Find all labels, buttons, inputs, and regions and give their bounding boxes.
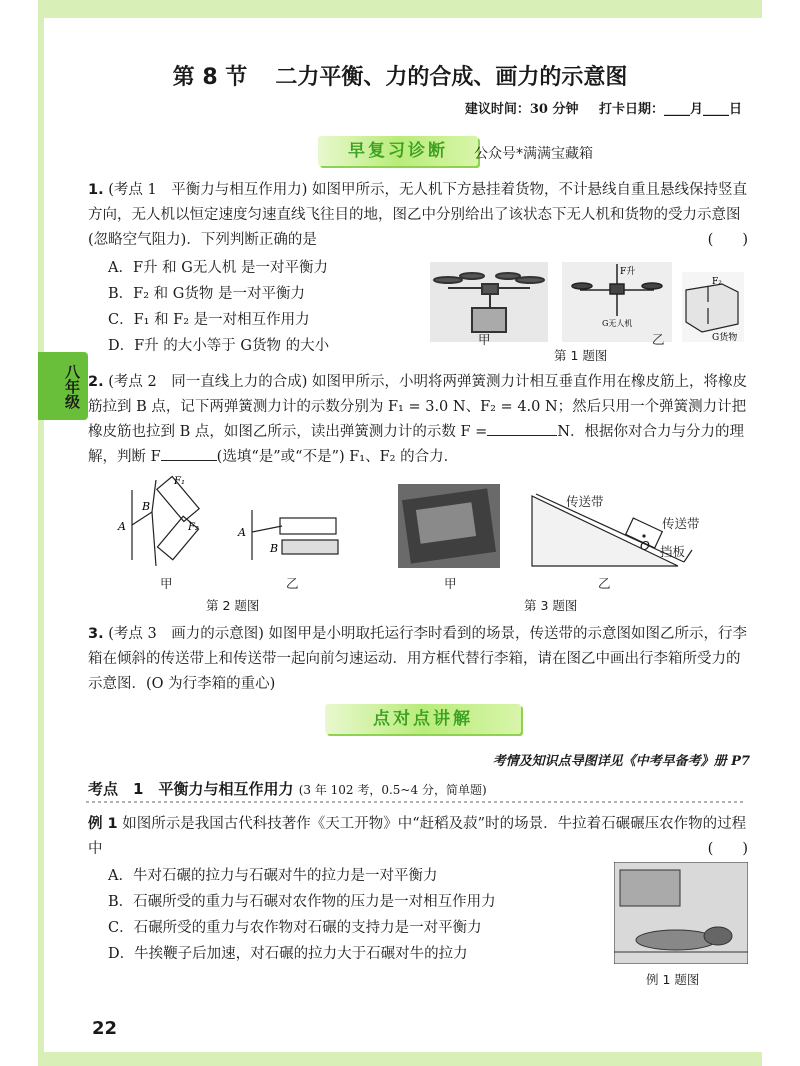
q3-text: (考点 3 画力的示意图) 如图甲是小明取托运行李时看到的场景，传送带的示意图如图乙所示，行李箱在倾斜的传送带上和传送带一起向前匀速运动．用方框代替行李箱，请在图乙中画出行李箱所受力的示意图．(O 为行李箱的重心)	[88, 626, 747, 692]
q3-baffle-label: 挡板	[660, 544, 686, 559]
bottom-border	[38, 1052, 762, 1066]
kaodian-heading	[88, 778, 487, 799]
q2-label-a1: A	[118, 520, 126, 533]
checkin-date: 打卡日期：____月____日	[598, 102, 742, 117]
q1-option-d: D．F升 的大小等于 G货物 的大小	[108, 338, 330, 354]
ex1-woodcut-figure	[614, 862, 748, 964]
q2-blank-2[interactable]	[161, 460, 217, 461]
watermark-text: 公众号*满满宝藏箱	[474, 146, 593, 162]
kaodian-meta: (3 年 102 考，0.5~4 分，简单题)	[298, 783, 487, 797]
q2-text-a: (考点 2 同一直线上力的合成) 如图甲所示，小明将两弹簧测力计相互垂直作用在橡皮筋上，将橡皮筋拉到 B 点，记下两弹簧测力计的示数分别为 F₁ = 3.0 N、F₂ = 4.0 N；然后只用一个弹簧测力计把橡皮筋也拉到 B 点，如图乙所示，读出弹簧测力计的示数 F =	[88, 374, 747, 440]
ex1-option-d: D．牛挨鞭子后加速，对石碾的拉力大于石碾对牛的拉力	[108, 946, 468, 962]
ex1-text: 如图所示是我国古代科技著作《天工开物》中“赶稻及菽”时的场景．牛拉着石碾碾压农作物的过程中	[88, 816, 747, 857]
q1-label-jia: 甲	[478, 332, 491, 347]
question-2	[88, 370, 748, 470]
left-border	[38, 0, 44, 1066]
page-number: 22	[92, 1018, 118, 1039]
q1-label-ggoods: G货物	[712, 333, 738, 343]
ex1-option-b: B．石碾所受的重力与石碾对农作物的压力是一对相互作用力	[108, 894, 496, 910]
kaodian-label: 考点 1 平衡力与相互作用力	[88, 780, 294, 798]
ex1-caption: 例 1 题图	[646, 972, 700, 987]
q2-label-b2: B	[270, 542, 279, 555]
q2-text-b: N．根据你对合力与分力的理解，判断 F	[88, 424, 744, 465]
q3-caption: 第 3 题图	[524, 598, 578, 613]
reference-line: 考情及知识点导图详见《中考早备考》册 P7	[492, 754, 750, 769]
ex1-answer-paren: ( )	[707, 841, 748, 857]
q2-caption: 第 2 题图	[206, 598, 260, 613]
explain-banner: 点对点讲解	[325, 704, 521, 734]
kaodian-divider	[86, 800, 746, 804]
q2-figure-drawing	[132, 476, 338, 566]
q3-label-yi: 乙	[598, 576, 611, 591]
page-title	[0, 60, 800, 91]
q1-label-fup: F升	[620, 267, 636, 277]
grade-tab: 八年级	[38, 352, 88, 420]
q2-text-c: (选填“是”或“不是”) F₁、F₂ 的合力．	[216, 449, 459, 465]
ex1-option-c: C．石碾所受的重力与农作物对石碾的支持力是一对平衡力	[108, 920, 482, 936]
question-1	[88, 178, 748, 253]
meta-line	[449, 98, 742, 117]
q3-belt-label-1: 传送带	[566, 494, 604, 509]
q2-label-f1: F₁	[174, 476, 185, 487]
q2-blank-1[interactable]	[487, 435, 557, 436]
q1-answer-paren: ( )	[707, 232, 748, 248]
q2-label-yi: 乙	[286, 576, 299, 591]
section-number: 第 8 节	[172, 65, 248, 90]
example-1	[88, 812, 748, 862]
q3-belt-label-2: 传送带	[662, 516, 700, 531]
goods-box-drawing	[686, 284, 738, 332]
q1-caption: 第 1 题图	[554, 348, 608, 363]
q2-label-jia: 甲	[160, 576, 173, 591]
q2-label-b1: B	[142, 500, 151, 513]
q3-label-jia: 甲	[444, 576, 457, 591]
review-banner: 早复习诊断	[318, 136, 478, 166]
question-3	[88, 622, 748, 697]
top-border	[38, 0, 762, 18]
q2-figure	[112, 470, 352, 588]
q3-photo	[398, 484, 500, 568]
q1-option-a: A．F升 和 G无人机 是一对平衡力	[108, 260, 328, 276]
q1-text: (考点 1 平衡力与相互作用力) 如图甲所示，无人机下方悬挂着货物，不计悬线自重且悬线保持竖直方向，无人机以恒定速度匀速直线飞往目的地，图乙中分别给出了该状态下无人机和货物的受力示意图(忽略空气阻力)．下列判断正确的是	[88, 182, 747, 248]
q1-option-c: C．F₁ 和 F₂ 是一对相互作用力	[108, 312, 310, 328]
ex1-number: 例 1	[88, 816, 118, 832]
section-title: 二力平衡、力的合成、画力的示意图	[275, 65, 628, 90]
q3-label-o: O	[640, 538, 650, 553]
ex1-option-a: A．牛对石碾的拉力与石碾对牛的拉力是一对平衡力	[108, 868, 438, 884]
suggested-time: 建议时间：30 分钟	[464, 102, 579, 117]
q1-label-yi: 乙	[652, 332, 665, 347]
q2-label-a2: A	[238, 526, 246, 539]
q1-label-gdrone: G无人机	[602, 319, 633, 328]
q1-label-f2: F₂	[712, 277, 722, 287]
q3-number: 3.	[88, 626, 104, 642]
q1-number: 1.	[88, 182, 104, 198]
q1-option-b: B．F₂ 和 G货物 是一对平衡力	[108, 286, 305, 302]
q2-label-f2: F₂	[188, 522, 199, 533]
q2-number: 2.	[88, 374, 104, 390]
